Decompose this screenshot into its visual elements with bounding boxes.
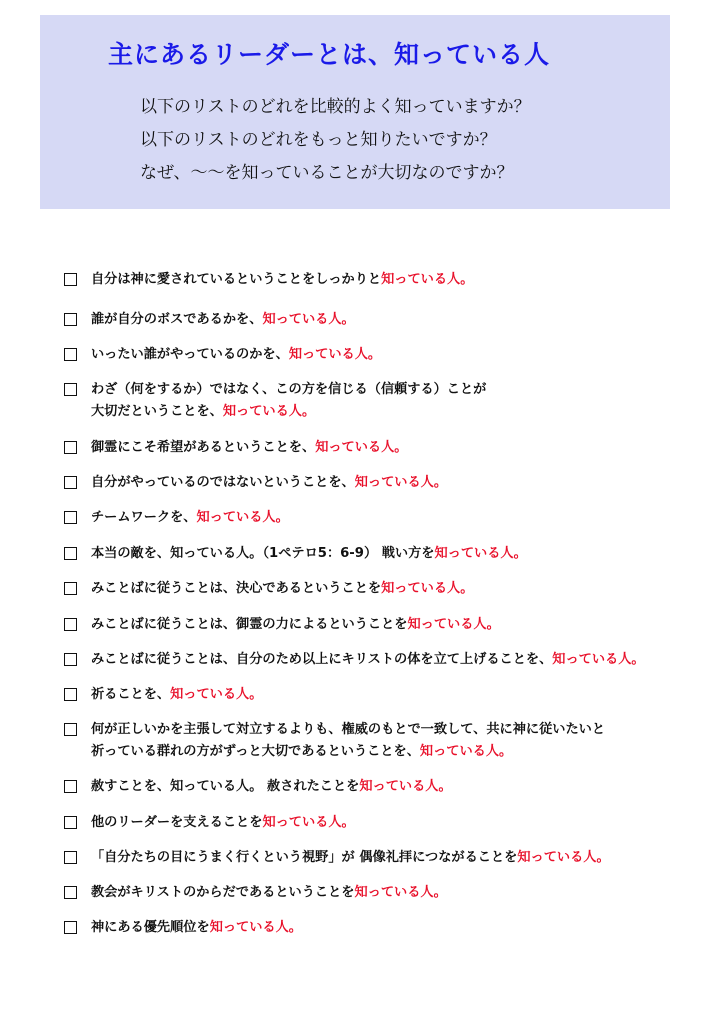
item-highlight: 知っている人。 bbox=[262, 815, 355, 830]
item-highlight: 知っている人。 bbox=[262, 312, 355, 327]
list-item bbox=[64, 507, 704, 529]
header-box bbox=[40, 15, 670, 209]
item-text: 何が正しいかを主張して対立するよりも、権威のもとで一致して、共に神に従いたいと bbox=[91, 722, 606, 737]
item-text: 自分がやっているのではないということを、 bbox=[91, 475, 355, 490]
checkbox[interactable] bbox=[64, 476, 77, 489]
list-item bbox=[64, 472, 704, 494]
checkbox[interactable] bbox=[64, 780, 77, 793]
item-highlight: 知っている人。 bbox=[552, 652, 645, 667]
page-title: 主にあるリーダーとは、知っている人 bbox=[108, 40, 551, 69]
item-highlight: 知っている人。 bbox=[517, 850, 610, 865]
item-highlight: 知っている人。 bbox=[419, 744, 513, 759]
item-text: 赦すことを、知っている人。 赦されたことを bbox=[91, 779, 360, 794]
item-text: わざ（何をするか）ではなく、この方を信じる（信頼する）ことが bbox=[91, 382, 487, 397]
list-item bbox=[64, 309, 704, 331]
list-item bbox=[64, 882, 704, 904]
checkbox[interactable] bbox=[64, 723, 77, 736]
item-text: 神にある優先順位を bbox=[91, 920, 210, 935]
item-text: 誰が自分のボスであるかを、 bbox=[91, 312, 263, 327]
list-item bbox=[64, 269, 704, 291]
checkbox[interactable] bbox=[64, 511, 77, 524]
item-text: 祈ることを、 bbox=[91, 687, 171, 702]
checkbox[interactable] bbox=[64, 851, 77, 864]
checkbox[interactable] bbox=[64, 547, 77, 560]
checkbox[interactable] bbox=[64, 618, 77, 631]
item-text: 他のリーダーを支えることを bbox=[91, 815, 263, 830]
item-highlight: 知っている人。 bbox=[209, 920, 302, 935]
item-text: みことばに従うことは、御霊の力によるということを bbox=[91, 617, 408, 632]
checkbox[interactable] bbox=[64, 273, 77, 286]
list-item bbox=[64, 847, 704, 869]
list-item bbox=[64, 917, 704, 939]
checkbox[interactable] bbox=[64, 441, 77, 454]
item-highlight: 知っている人。 bbox=[434, 546, 527, 561]
question-1: 以下のリストのどれを比較的よく知っていますか？ bbox=[140, 97, 531, 117]
checkbox[interactable] bbox=[64, 816, 77, 829]
item-highlight: 知っている人。 bbox=[288, 347, 382, 362]
item-text: 自分は神に愛されているということをしっかりと bbox=[91, 272, 382, 287]
checkbox[interactable] bbox=[64, 653, 77, 666]
item-highlight: 知っている人。 bbox=[170, 687, 263, 702]
question-3: なぜ、～～を知っていることが大切なのですか？ bbox=[140, 163, 514, 183]
list-item bbox=[64, 812, 704, 834]
item-highlight: 知っている人。 bbox=[359, 779, 452, 794]
item-text: 教会がキリストのからだであるということを bbox=[91, 885, 355, 900]
item-text-continued: 大切だということを、 bbox=[91, 404, 223, 419]
list-item bbox=[64, 379, 704, 423]
item-text: 本当の敵を、知っている人。（1ペテロ5：6-9） 戦い方を bbox=[91, 546, 435, 561]
item-highlight: 知っている人。 bbox=[381, 581, 474, 596]
list-item bbox=[64, 684, 704, 706]
list-item bbox=[64, 649, 704, 671]
item-highlight: 知っている人。 bbox=[315, 440, 408, 455]
checkbox[interactable] bbox=[64, 688, 77, 701]
item-highlight: 知っている人。 bbox=[354, 475, 448, 490]
item-highlight: 知っている人。 bbox=[222, 404, 316, 419]
item-text: みことばに従うことは、自分のため以上にキリストの体を立て上げることを、 bbox=[91, 652, 553, 667]
checkbox[interactable] bbox=[64, 886, 77, 899]
list-item bbox=[64, 543, 704, 565]
item-text: 御霊にこそ希望があるということを、 bbox=[91, 440, 316, 455]
checkbox[interactable] bbox=[64, 348, 77, 361]
item-text: いったい誰がやっているのかを、 bbox=[91, 347, 289, 362]
item-text: 「自分たちの目にうまく行くという視野」が 偶像礼拝につながることを bbox=[91, 850, 518, 865]
checkbox[interactable] bbox=[64, 921, 77, 934]
question-2: 以下のリストのどれをもっと知りたいですか？ bbox=[140, 130, 497, 150]
item-text: チームワークを、 bbox=[91, 510, 197, 525]
list-item bbox=[64, 614, 704, 636]
list-item bbox=[64, 776, 704, 798]
checkbox[interactable] bbox=[64, 582, 77, 595]
list-item bbox=[64, 437, 704, 459]
item-highlight: 知っている人。 bbox=[381, 272, 474, 287]
checkbox[interactable] bbox=[64, 383, 77, 396]
item-text-continued: 祈っている群れの方がずっと大切であるということを、 bbox=[91, 744, 420, 759]
list-item bbox=[64, 719, 704, 763]
item-highlight: 知っている人。 bbox=[354, 885, 447, 900]
checkbox[interactable] bbox=[64, 313, 77, 326]
item-text: みことばに従うことは、決心であるということを bbox=[91, 581, 382, 596]
item-highlight: 知っている人。 bbox=[407, 617, 500, 632]
list-item bbox=[64, 578, 704, 600]
item-highlight: 知っている人。 bbox=[196, 510, 289, 525]
list-item bbox=[64, 344, 704, 366]
